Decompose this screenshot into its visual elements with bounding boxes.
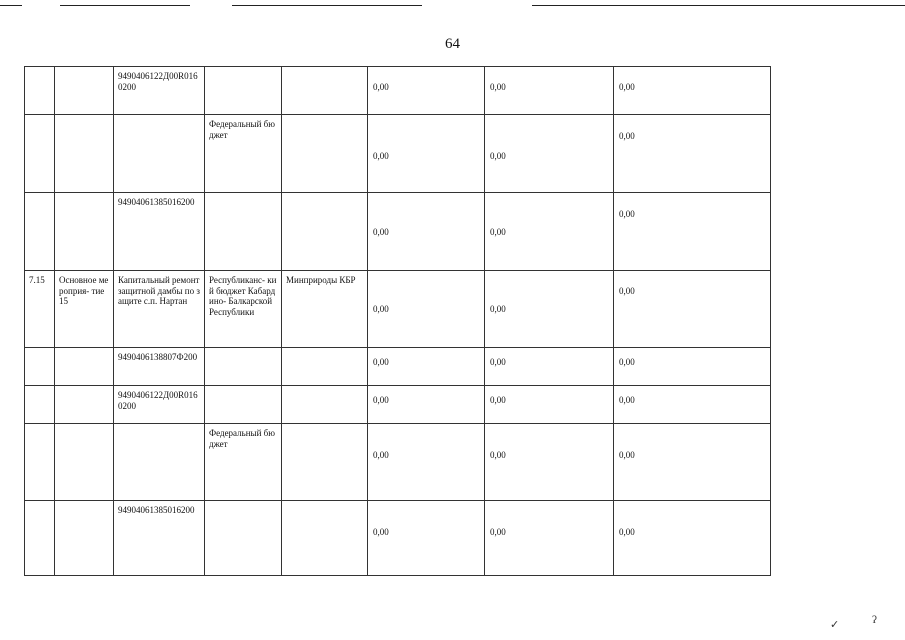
cell-executor: Минприроды КБР xyxy=(282,271,368,348)
cell-source xyxy=(205,67,282,115)
cell-value: 0,00 xyxy=(614,115,771,193)
cell-value: 0,00 xyxy=(368,501,485,576)
cell-executor xyxy=(282,501,368,576)
header-rule-3 xyxy=(232,5,422,6)
cell-event xyxy=(55,67,114,115)
cell-value: 0,00 xyxy=(485,115,614,193)
cell-value: 0,00 xyxy=(485,424,614,501)
cell-value: 0,00 xyxy=(614,193,771,271)
cell-source xyxy=(205,501,282,576)
table-row xyxy=(25,424,771,501)
cell-source: Федеральный бюджет xyxy=(205,115,282,193)
header-rule-2 xyxy=(60,5,190,6)
cell-number xyxy=(25,67,55,115)
cell-number xyxy=(25,424,55,501)
cell-value: 0,00 xyxy=(485,271,614,348)
cell-number xyxy=(25,501,55,576)
table-row xyxy=(25,348,771,386)
cell-value: 0,00 xyxy=(614,424,771,501)
cell-code xyxy=(114,115,205,193)
table-row xyxy=(25,115,771,193)
page-number: 64 xyxy=(445,36,460,52)
cell-code: Капитальный ремонт защитной дамбы по защите с.п. Нартан xyxy=(114,271,205,348)
cell-value: 0,00 xyxy=(368,193,485,271)
header-rule-4 xyxy=(532,5,905,6)
cell-code: 9490406122Д00R0160200 xyxy=(114,67,205,115)
cell-event: Основное мероприя- тие 15 xyxy=(55,271,114,348)
scan-mark: ʔ xyxy=(872,614,877,626)
cell-number xyxy=(25,348,55,386)
cell-source: Республиканс- кий бюджет Кабардино- Балкарской Республики xyxy=(205,271,282,348)
cell-code: 9490406138807Ф200 xyxy=(114,348,205,386)
cell-executor xyxy=(282,115,368,193)
cell-value: 0,00 xyxy=(485,386,614,424)
cell-source xyxy=(205,348,282,386)
scan-mark: ✓ xyxy=(830,619,840,631)
cell-executor xyxy=(282,424,368,501)
cell-number xyxy=(25,386,55,424)
cell-number: 7.15 xyxy=(25,271,55,348)
cell-value: 0,00 xyxy=(614,348,771,386)
table-row xyxy=(25,501,771,576)
cell-value: 0,00 xyxy=(485,67,614,115)
cell-event xyxy=(55,386,114,424)
cell-value: 0,00 xyxy=(368,67,485,115)
table-row xyxy=(25,271,771,348)
cell-value: 0,00 xyxy=(614,67,771,115)
cell-value: 0,00 xyxy=(485,501,614,576)
cell-event xyxy=(55,115,114,193)
cell-executor xyxy=(282,67,368,115)
table-row xyxy=(25,67,771,115)
cell-value: 0,00 xyxy=(485,193,614,271)
cell-executor xyxy=(282,386,368,424)
cell-source xyxy=(205,193,282,271)
cell-executor xyxy=(282,193,368,271)
cell-event xyxy=(55,424,114,501)
cell-value: 0,00 xyxy=(368,386,485,424)
budget-table xyxy=(24,66,771,576)
cell-source: Федеральный бюджет xyxy=(205,424,282,501)
cell-executor xyxy=(282,348,368,386)
cell-value: 0,00 xyxy=(368,115,485,193)
cell-value: 0,00 xyxy=(368,271,485,348)
cell-event xyxy=(55,193,114,271)
cell-value: 0,00 xyxy=(614,271,771,348)
table-row xyxy=(25,193,771,271)
cell-code: 94904061385016200 xyxy=(114,193,205,271)
header-rule-1 xyxy=(0,5,22,6)
cell-source xyxy=(205,386,282,424)
table-row xyxy=(25,386,771,424)
cell-value: 0,00 xyxy=(614,501,771,576)
cell-value: 0,00 xyxy=(368,424,485,501)
cell-number xyxy=(25,115,55,193)
cell-code xyxy=(114,424,205,501)
cell-value: 0,00 xyxy=(368,348,485,386)
cell-value: 0,00 xyxy=(485,348,614,386)
cell-event xyxy=(55,501,114,576)
cell-event xyxy=(55,348,114,386)
cell-code: 94904061385016200 xyxy=(114,501,205,576)
cell-value: 0,00 xyxy=(614,386,771,424)
cell-code: 9490406122Д00R0160200 xyxy=(114,386,205,424)
cell-number xyxy=(25,193,55,271)
